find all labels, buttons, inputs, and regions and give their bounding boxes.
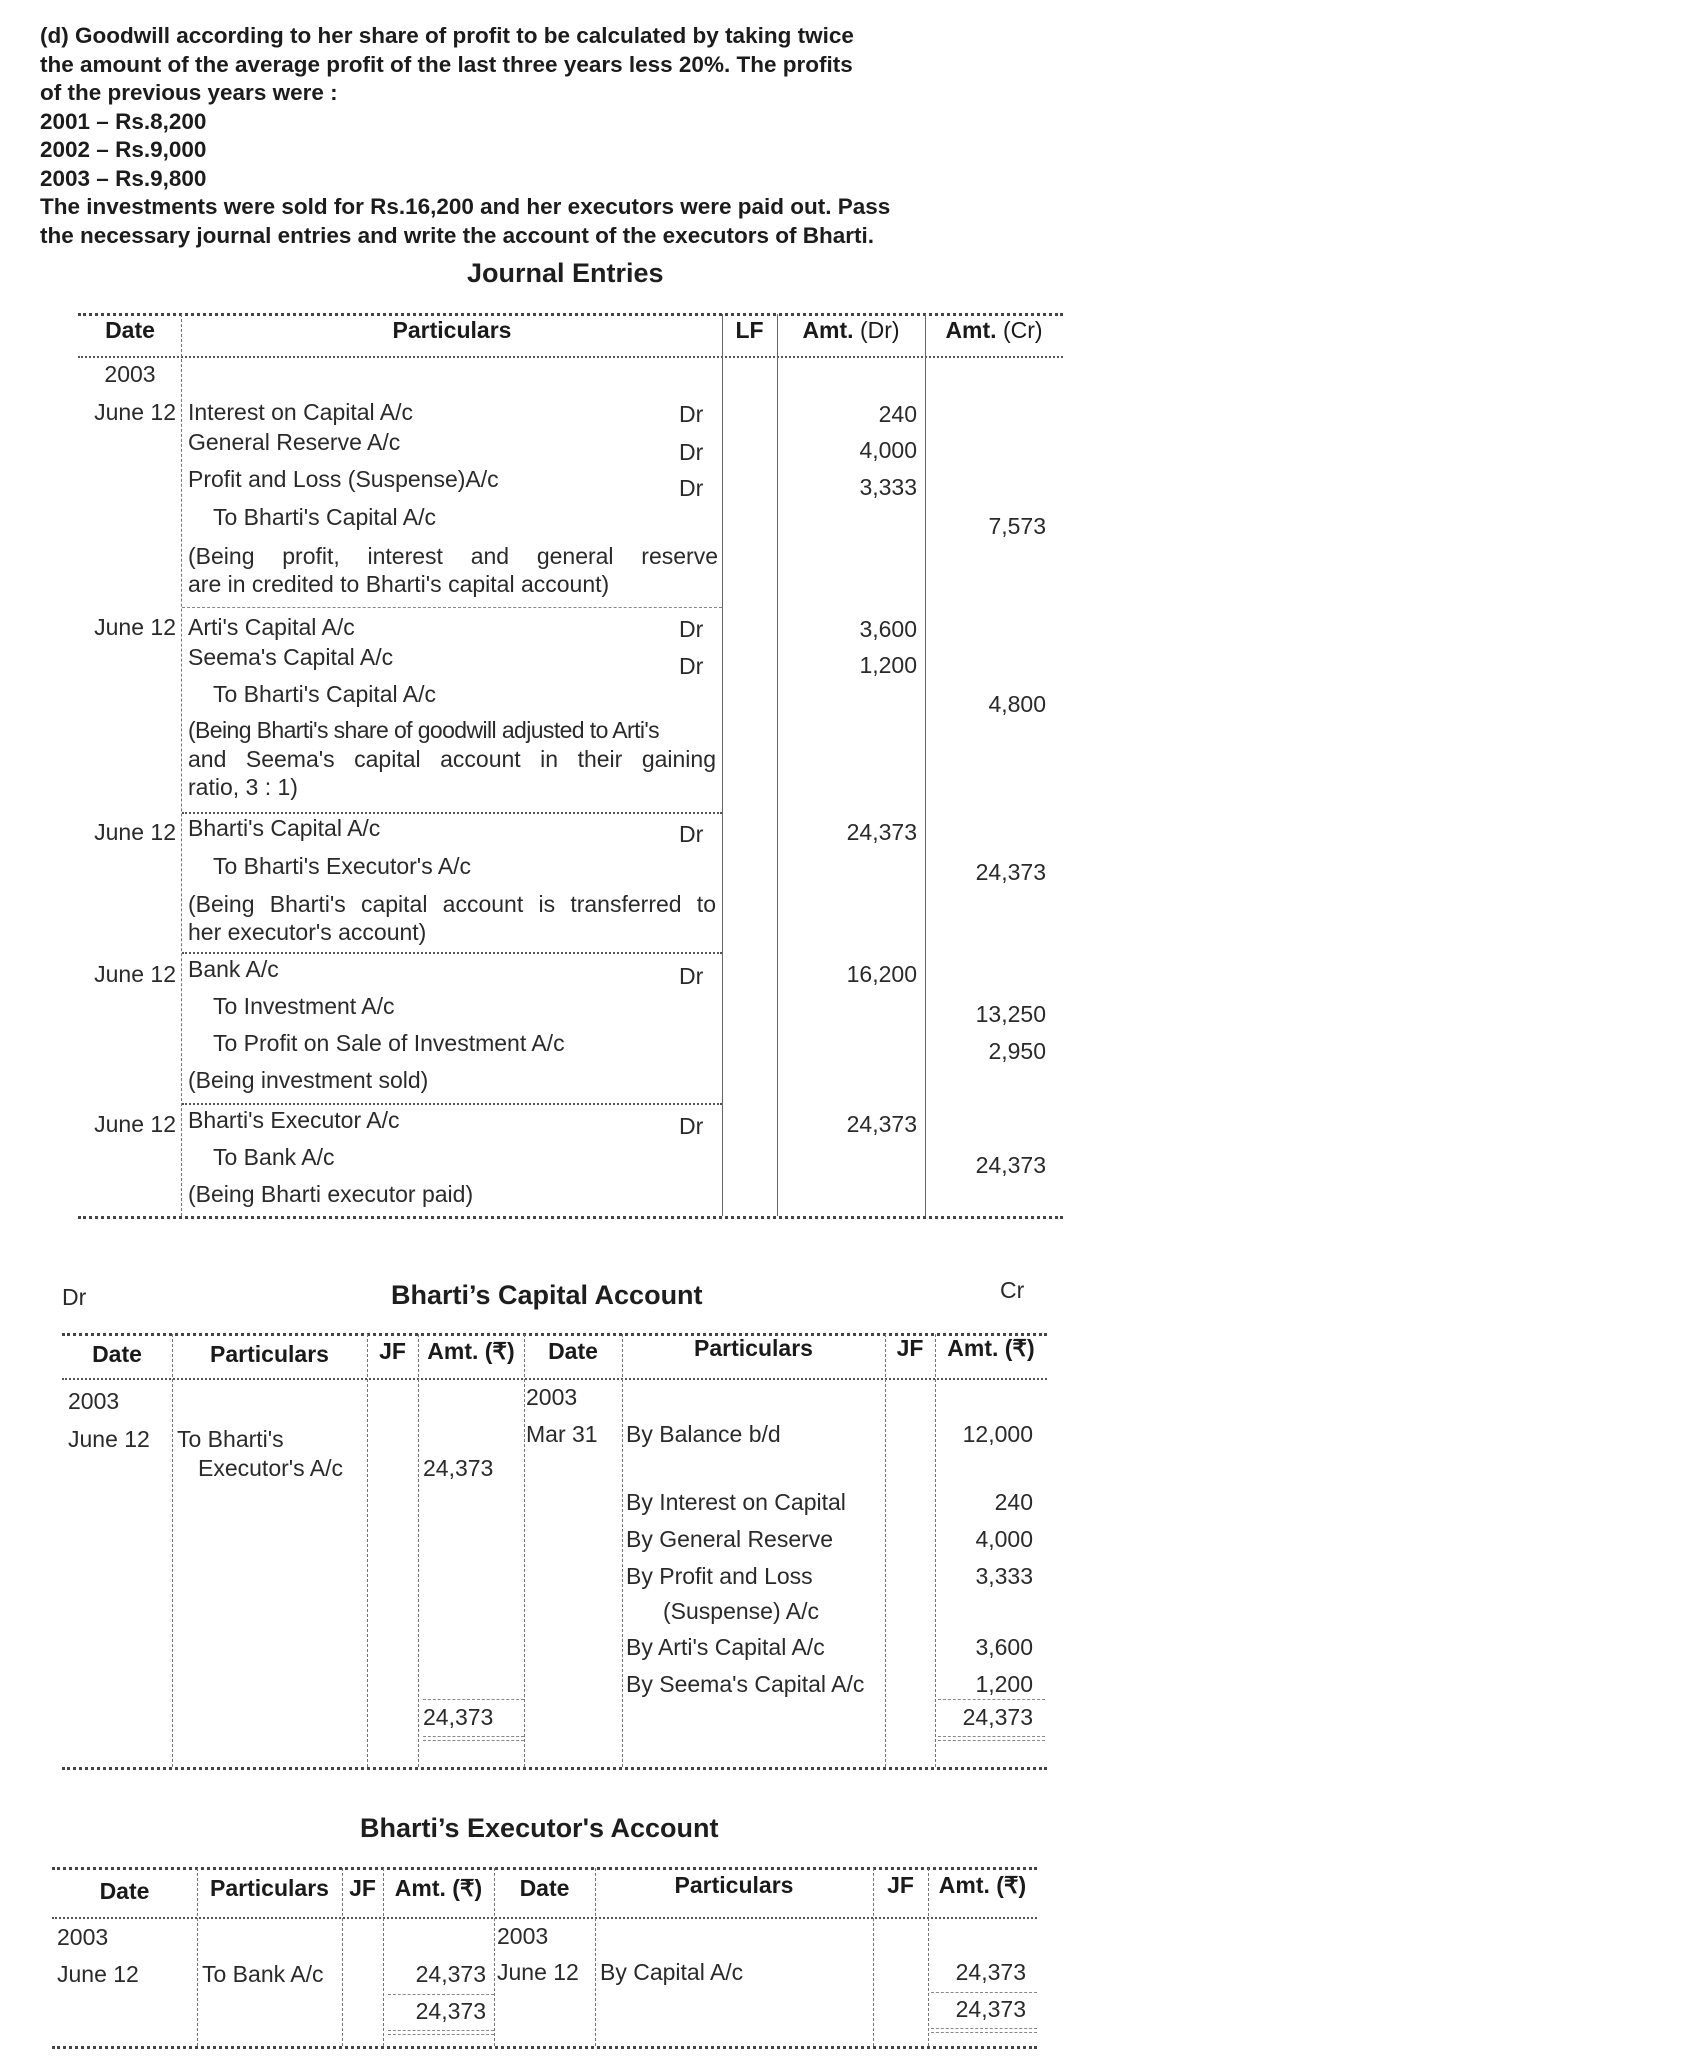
- total-double-rule: [423, 1736, 524, 1737]
- credit-amount: 7,573: [988, 513, 1046, 539]
- entry-separator: [182, 607, 722, 608]
- debit-year: 2003: [57, 1924, 109, 1950]
- credit-amount: 12,000: [962, 1421, 1033, 1447]
- total-double-rule: [388, 2034, 494, 2035]
- narration: her executor's account): [188, 919, 427, 945]
- credit-account: To Bharti's Executor's A/c: [213, 853, 472, 879]
- credit-particulars: By Profit and Loss: [626, 1563, 813, 1589]
- credit-amount: 3,600: [975, 1634, 1033, 1660]
- debit-amount: 240: [878, 401, 917, 427]
- total-double-rule: [423, 1740, 524, 1741]
- header-date: Date: [99, 1878, 150, 1904]
- header-date: Date: [519, 1875, 570, 1901]
- header-particulars: Particulars: [210, 1875, 329, 1901]
- dr-marker: Dr: [679, 475, 704, 501]
- credit-particulars: By Balance b/d: [626, 1421, 781, 1447]
- entry-separator: [182, 952, 722, 954]
- profit-2003: 2003 – Rs.9,800: [40, 165, 207, 191]
- debit-account: Bharti's Capital A/c: [188, 815, 381, 841]
- debit-amount: 3,600: [859, 616, 917, 642]
- entry-date: June 12: [94, 399, 176, 425]
- capital-dr-label: Dr: [62, 1284, 87, 1310]
- debit-amount: 24,373: [846, 819, 917, 845]
- entry-date: June 12: [94, 614, 176, 640]
- header-date: Date: [92, 1341, 142, 1367]
- header-date: Date: [105, 317, 155, 343]
- question-line: of the previous years were :: [40, 80, 338, 105]
- credit-date: Mar 31: [526, 1421, 598, 1447]
- col-divider: [367, 1334, 368, 1767]
- total-double-rule: [931, 2028, 1037, 2029]
- header-particulars: Particulars: [392, 317, 512, 343]
- narration: ratio, 3 : 1): [188, 774, 298, 800]
- credit-amount: 2,950: [988, 1038, 1046, 1064]
- credit-amount: 4,000: [975, 1526, 1033, 1552]
- question-line: The investments were sold for Rs.16,200 and her executors were paid out. Pass: [40, 194, 891, 219]
- credit-particulars: By Arti's Capital A/c: [626, 1634, 825, 1660]
- debit-total: 24,373: [423, 1704, 494, 1730]
- debit-account: Interest on Capital A/c: [188, 399, 414, 425]
- credit-particulars-cont: (Suspense) A/c: [663, 1598, 819, 1624]
- executor-account-title: Bharti’s Executor's Account: [360, 1813, 719, 1843]
- executor-header-rule: [52, 1917, 1037, 1919]
- credit-account: To Investment A/c: [213, 993, 395, 1019]
- credit-account: To Bank A/c: [213, 1144, 335, 1170]
- total-rule: [388, 1994, 494, 1995]
- debit-account: Seema's Capital A/c: [188, 644, 394, 670]
- debit-particulars-cont: Executor's A/c: [198, 1455, 344, 1481]
- credit-year: 2003: [497, 1923, 549, 1949]
- debit-account: Arti's Capital A/c: [188, 614, 355, 640]
- credit-particulars: By Capital A/c: [600, 1959, 744, 1985]
- dr-marker: Dr: [679, 616, 704, 642]
- col-divider: [777, 314, 778, 1216]
- credit-account: To Bharti's Capital A/c: [213, 504, 436, 530]
- debit-account: General Reserve A/c: [188, 429, 401, 455]
- question-text: [40, 22, 1040, 250]
- header-amt-dr: [777, 316, 925, 344]
- credit-date: June 12: [497, 1959, 579, 1985]
- debit-account: Bharti's Executor A/c: [188, 1107, 400, 1133]
- header-amount: Amt. (₹): [394, 1875, 483, 1901]
- debit-particulars: To Bharti's: [177, 1426, 284, 1452]
- debit-amount: 1,200: [859, 652, 917, 678]
- dr-marker: Dr: [679, 439, 704, 465]
- total-double-rule: [388, 2030, 494, 2031]
- entry-date: June 12: [94, 819, 176, 845]
- col-divider: [181, 314, 182, 1216]
- capital-bottom-rule: [62, 1767, 1047, 1770]
- credit-year: 2003: [526, 1384, 578, 1410]
- narration: (Being Bharti's capital account is transferred to: [188, 891, 716, 917]
- capital-header-rule: [62, 1378, 1047, 1380]
- narration: (Being Bharti executor paid): [188, 1181, 474, 1207]
- executor-top-rule: [52, 1867, 1037, 1870]
- dr-marker: Dr: [679, 963, 704, 989]
- credit-account: To Profit on Sale of Investment A/c: [213, 1030, 565, 1056]
- header-jf: JF: [887, 1872, 914, 1898]
- total-double-rule: [938, 1736, 1045, 1737]
- profit-2001: 2001 – Rs.8,200: [40, 108, 207, 134]
- col-divider: [524, 1334, 525, 1767]
- debit-amount: 24,373: [846, 1111, 917, 1137]
- debit-account: Bank A/c: [188, 956, 279, 982]
- executor-bottom-rule: [52, 2046, 1037, 2049]
- header-jf: JF: [379, 1338, 406, 1364]
- header-particulars: Particulars: [210, 1341, 329, 1367]
- debit-total: 24,373: [415, 1998, 486, 2024]
- col-divider: [418, 1334, 419, 1767]
- credit-account: To Bharti's Capital A/c: [213, 681, 436, 707]
- header-jf: JF: [896, 1335, 924, 1361]
- header-amount: Amt. (₹): [427, 1338, 515, 1364]
- header-lf: LF: [735, 317, 764, 343]
- journal-year: 2003: [104, 361, 156, 387]
- credit-amount: 240: [994, 1489, 1033, 1515]
- header-jf: JF: [349, 1875, 376, 1901]
- col-divider: [885, 1334, 886, 1767]
- credit-amount: 24,373: [955, 1959, 1026, 1985]
- col-divider: [722, 314, 723, 1216]
- credit-amount: 1,200: [975, 1671, 1033, 1697]
- header-amt-cr: [925, 316, 1063, 344]
- header-date: Date: [548, 1338, 598, 1364]
- question-line: (d) Goodwill according to her share of profit to be calculated by taking twice: [40, 23, 854, 48]
- question-line: the amount of the average profit of the last three years less 20%. The profits: [40, 51, 853, 77]
- total-rule: [423, 1699, 524, 1700]
- debit-account: Profit and Loss (Suspense)A/c: [188, 466, 499, 492]
- dr-marker: Dr: [679, 821, 704, 847]
- debit-amount: 24,373: [415, 1961, 486, 1987]
- credit-particulars: By Seema's Capital A/c: [626, 1671, 865, 1697]
- capital-account-title: Bharti’s Capital Account: [391, 1280, 703, 1310]
- dr-marker: Dr: [679, 1113, 704, 1139]
- debit-amount: 4,000: [859, 437, 917, 463]
- credit-amount: 13,250: [975, 1001, 1046, 1027]
- journal-header-rule: [78, 356, 1063, 358]
- credit-amount: 24,373: [975, 859, 1046, 885]
- narration: (Being profit, interest and general reserve: [188, 543, 718, 569]
- header-amt-cr-label: Amt.: [945, 317, 997, 343]
- total-double-rule: [931, 2032, 1037, 2033]
- col-divider: [172, 1334, 173, 1767]
- col-divider: [622, 1334, 623, 1767]
- debit-amount: 16,200: [846, 961, 917, 987]
- profit-2002: 2002 – Rs.9,000: [40, 137, 207, 162]
- debit-amount: 3,333: [859, 474, 917, 500]
- narration: are in credited to Bharti's capital account): [188, 571, 610, 597]
- journal-bottom-rule: [78, 1216, 1063, 1219]
- debit-particulars: To Bank A/c: [202, 1961, 324, 1987]
- entry-separator: [182, 1103, 722, 1105]
- debit-year: 2003: [68, 1388, 120, 1414]
- dr-marker: Dr: [679, 401, 704, 427]
- header-particulars: Particulars: [674, 1872, 794, 1898]
- dr-marker: Dr: [679, 653, 704, 679]
- debit-amount: 24,373: [423, 1455, 494, 1481]
- credit-total: 24,373: [955, 1996, 1026, 2022]
- narration: and Seema's capital account in their gaining: [188, 746, 716, 772]
- total-rule: [931, 1992, 1037, 1993]
- credit-particulars: By General Reserve: [626, 1526, 834, 1552]
- entry-date: June 12: [94, 1111, 176, 1137]
- journal-title: Journal Entries: [467, 258, 664, 288]
- header-amt-dr-label: Amt.: [802, 317, 854, 343]
- debit-date: June 12: [68, 1426, 150, 1452]
- col-divider: [925, 314, 926, 1216]
- total-double-rule: [938, 1740, 1045, 1741]
- total-rule: [938, 1699, 1045, 1700]
- credit-total: 24,373: [962, 1704, 1033, 1730]
- credit-amount: 3,333: [975, 1563, 1033, 1589]
- header-amt-dr-side: (Dr): [859, 317, 900, 343]
- header-amount: Amt. (₹): [938, 1872, 1027, 1898]
- narration: (Being Bharti's share of goodwill adjusted to Arti's: [188, 717, 660, 743]
- credit-particulars: By Interest on Capital: [626, 1489, 846, 1515]
- header-amount: Amt. (₹): [947, 1335, 1035, 1361]
- debit-date: June 12: [57, 1961, 139, 1987]
- header-particulars: Particulars: [694, 1335, 813, 1361]
- credit-amount: 24,373: [975, 1152, 1046, 1178]
- narration: (Being investment sold): [188, 1067, 429, 1093]
- capital-cr-label: Cr: [1000, 1277, 1025, 1303]
- credit-amount: 4,800: [988, 691, 1046, 717]
- question-line: the necessary journal entries and write the account of the executors of Bharti.: [40, 222, 874, 248]
- entry-date: June 12: [94, 961, 176, 987]
- header-amt-cr-side: (Cr): [1002, 317, 1043, 343]
